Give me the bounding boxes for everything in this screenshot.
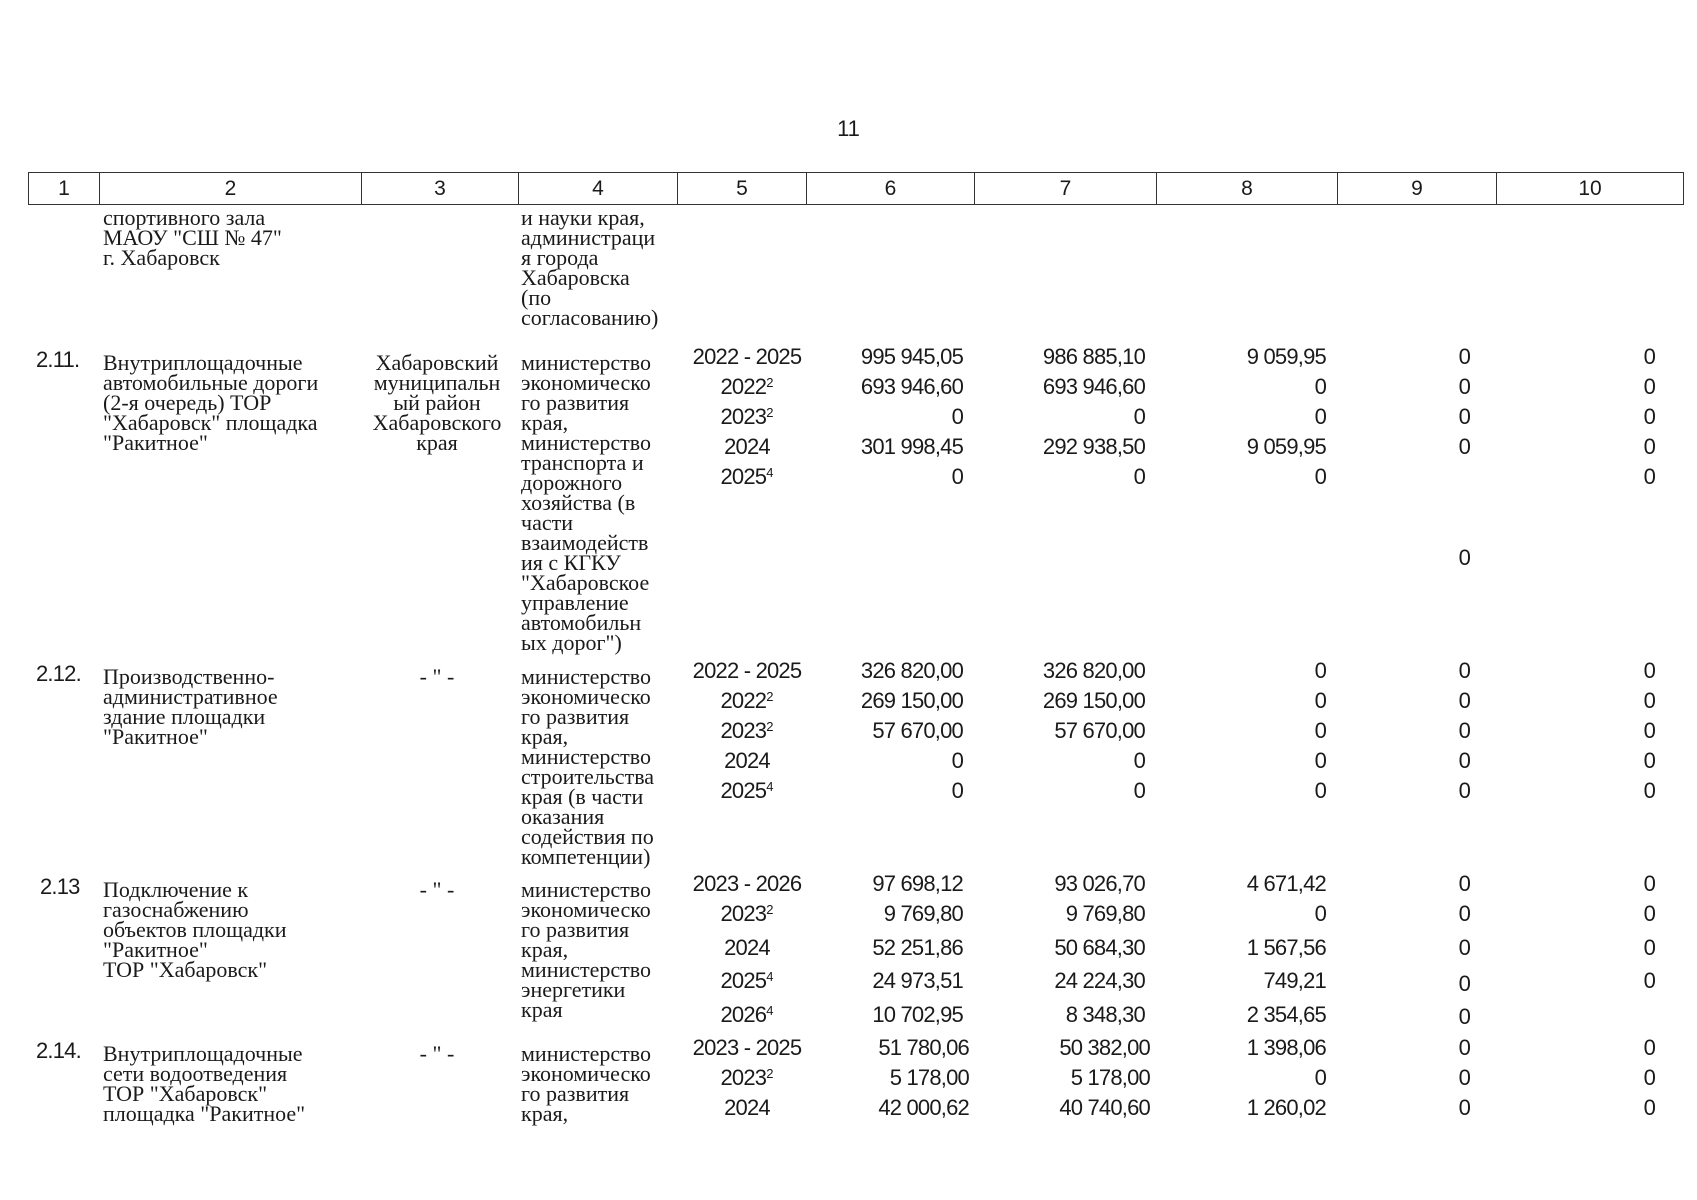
amount-other: 0 [1643,464,1655,489]
amount-other: 0 [1643,374,1655,399]
amount-other: 0 [1643,404,1655,429]
period-cell: 2023$^2$ [720,1065,774,1090]
object-name: спортивного зала МАОУ "СШ № 47" г. Хабаровск [103,205,282,270]
amount-regional: 2 354,65 [1246,1002,1326,1027]
period-cell: 2022 - 2025 [692,658,802,683]
header-col-3: 3 [361,173,518,204]
amount-other: 0 [1643,778,1655,803]
amount-federal: 9 769,80 [1065,901,1145,926]
header-col-10: 10 [1496,173,1683,204]
amount-local: 0 [1458,374,1470,399]
period-cell: 2026$^4$ [720,1002,774,1027]
amount-regional: 0 [1314,1065,1326,1090]
row-number: 2.13 [40,874,80,899]
amount-total: 52 251,86 [872,935,963,960]
amount-regional: 9 059,95 [1246,434,1326,459]
amount-other: 0 [1643,935,1655,960]
period-cell: 2024 [724,434,770,459]
amount-regional: 0 [1314,718,1326,743]
amount-total: 301 998,45 [860,434,963,459]
amount-local: 0 [1458,748,1470,773]
page-number: 11 [837,116,860,141]
amount-total: 42 000,62 [878,1095,969,1120]
amount-federal: 40 740,60 [1059,1095,1150,1120]
period-cell: 2024 [724,1095,770,1120]
object-name: Внутриплощадочные сети водоотведения ТОР "Хабаровск" площадка "Ракитное" [103,1041,306,1126]
period-cell: 2022$^2$ [720,374,774,399]
amount-regional: 0 [1314,658,1326,683]
amount-total: 24 973,51 [872,968,963,993]
amount-local: 0 [1458,778,1470,803]
amount-total: 326 820,00 [860,658,963,683]
amount-total: 995 945,05 [860,344,963,369]
amount-other: 0 [1643,434,1655,459]
amount-federal: 292 938,50 [1042,434,1145,459]
amount-federal: 8 348,30 [1065,1002,1145,1027]
responsible-executor: министерство экономическо го развития края, [521,1041,652,1126]
amount-local [1400,462,1470,492]
row-number: 2.14. [36,1038,81,1063]
amount-local: 0 [1458,1004,1470,1029]
amount-local: 0 [1458,344,1470,369]
amount-other: 0 [1643,748,1655,773]
amount-regional: 9 059,95 [1246,344,1326,369]
amount-federal: 0 [1133,748,1145,773]
amount-other: 0 [1643,658,1655,683]
amount-federal: 50 684,30 [1054,935,1145,960]
amount-regional: 0 [1314,778,1326,803]
amount-regional: 749,21 [1263,968,1326,993]
row-number: 2.11. [36,347,80,372]
period-cell: 2023 - 2025 [692,1035,802,1060]
amount-other: 0 [1643,718,1655,743]
amount-other: 0 [1643,968,1655,993]
period-cell: 2025$^4$ [720,778,774,803]
period-cell: 2023$^2$ [720,718,774,743]
object-name: Производственно- административное здание площадки "Ракитное" [103,664,278,749]
responsible-executor: министерство экономическо го развития края, министерство строительства края (в части оказания содействия по компетенции) [521,664,655,869]
table-header-row [28,172,1684,205]
amount-other: 0 [1643,1095,1655,1120]
amount-local: 0 [1458,688,1470,713]
amount-local: 0 [1458,1095,1470,1120]
amount-local: 0 [1458,545,1470,570]
amount-total: 97 698,12 [872,871,963,896]
amount-total: 693 946,60 [860,374,963,399]
amount-federal: 986 885,10 [1042,344,1145,369]
responsible-executor: министерство экономическо го развития края, министерство энергетики края [521,877,652,1022]
amount-total: 0 [951,748,963,773]
object-name: Подключение к газоснабжению объектов площадки "Ракитное" ТОР "Хабаровск" [103,877,287,982]
amount-total: 5 178,00 [889,1065,969,1090]
responsible-executor: министерство экономическо го развития края, министерство транспорта и дорожного хозяйства (в части взаимодейств ия с КГКУ "Хабаровское управление автомобильн ых дорог") [521,350,652,655]
amount-other: 0 [1643,901,1655,926]
amount-other: 0 [1643,344,1655,369]
header-col-4: 4 [518,173,677,204]
amount-total: 57 670,00 [872,718,963,743]
amount-federal: 693 946,60 [1042,374,1145,399]
amount-regional: 4 671,42 [1246,871,1326,896]
amount-total: 9 769,80 [883,901,963,926]
amount-local: 0 [1458,935,1470,960]
amount-federal: 0 [1133,404,1145,429]
amount-local: 0 [1458,1065,1470,1090]
amount-regional: 0 [1314,688,1326,713]
amount-federal: 24 224,30 [1054,968,1145,993]
amount-regional: 0 [1314,901,1326,926]
location: Хабаровский муниципальн ый район Хабаровского края [372,350,502,455]
object-name: Внутриплощадочные автомобильные дороги (2-я очередь) ТОР "Хабаровск" площадка "Ракитное" [103,350,319,455]
amount-local: 0 [1458,658,1470,683]
amount-total: 0 [951,404,963,429]
amount-total: 0 [951,778,963,803]
header-col-9: 9 [1337,173,1496,204]
amount-total: 51 780,06 [878,1035,969,1060]
period-cell: 2024 [724,748,770,773]
amount-federal: 5 178,00 [1070,1065,1150,1090]
amount-local: 0 [1458,871,1470,896]
amount-federal: 93 026,70 [1054,871,1145,896]
header-col-7: 7 [974,173,1156,204]
location: - " - [419,1041,455,1066]
amount-local: 0 [1458,971,1470,996]
amount-regional: 0 [1314,374,1326,399]
amount-local: 0 [1458,901,1470,926]
amount-local: 0 [1458,434,1470,459]
amount-regional: 0 [1314,464,1326,489]
amount-local: 0 [1458,718,1470,743]
amount-federal: 326 820,00 [1042,658,1145,683]
header-col-2: 2 [99,173,361,204]
period-cell: 2024 [724,935,770,960]
period-cell: 2023 - 2026 [692,871,802,896]
amount-total: 10 702,95 [872,1002,963,1027]
period-cell: 2023$^2$ [720,901,774,926]
period-cell: 2025$^4$ [720,968,774,993]
period-cell: 2022 - 2025 [692,344,802,369]
amount-other: 0 [1643,1035,1655,1060]
header-col-5: 5 [677,173,806,204]
amount-regional: 0 [1314,404,1326,429]
amount-federal: 0 [1133,464,1145,489]
header-col-1: 1 [58,176,70,200]
row-number: 2.12. [36,661,81,686]
amount-regional: 1 398,06 [1246,1035,1326,1060]
amount-regional: 0 [1314,748,1326,773]
header-col-6: 6 [806,173,974,204]
header-col-8: 8 [1156,173,1337,204]
amount-other: 0 [1643,688,1655,713]
amount-total: 0 [951,464,963,489]
amount-regional: 1 567,56 [1246,935,1326,960]
responsible-executor: и науки края, администраци я города Хабаровска (по согласованию) [521,205,659,330]
amount-other: 0 [1643,871,1655,896]
amount-other: 0 [1643,1065,1655,1090]
amount-regional: 1 260,02 [1246,1095,1326,1120]
location: - " - [419,877,455,902]
amount-other [1580,1000,1655,1030]
amount-federal: 57 670,00 [1054,718,1145,743]
period-cell: 2025$^4$ [720,464,774,489]
period-cell: 2022$^2$ [720,688,774,713]
amount-federal: 269 150,00 [1042,688,1145,713]
amount-federal: 0 [1133,778,1145,803]
amount-total: 269 150,00 [860,688,963,713]
period-cell: 2023$^2$ [720,404,774,429]
amount-local: 0 [1458,1035,1470,1060]
amount-federal: 50 382,00 [1059,1035,1150,1060]
location: - " - [419,664,455,689]
amount-local: 0 [1458,404,1470,429]
